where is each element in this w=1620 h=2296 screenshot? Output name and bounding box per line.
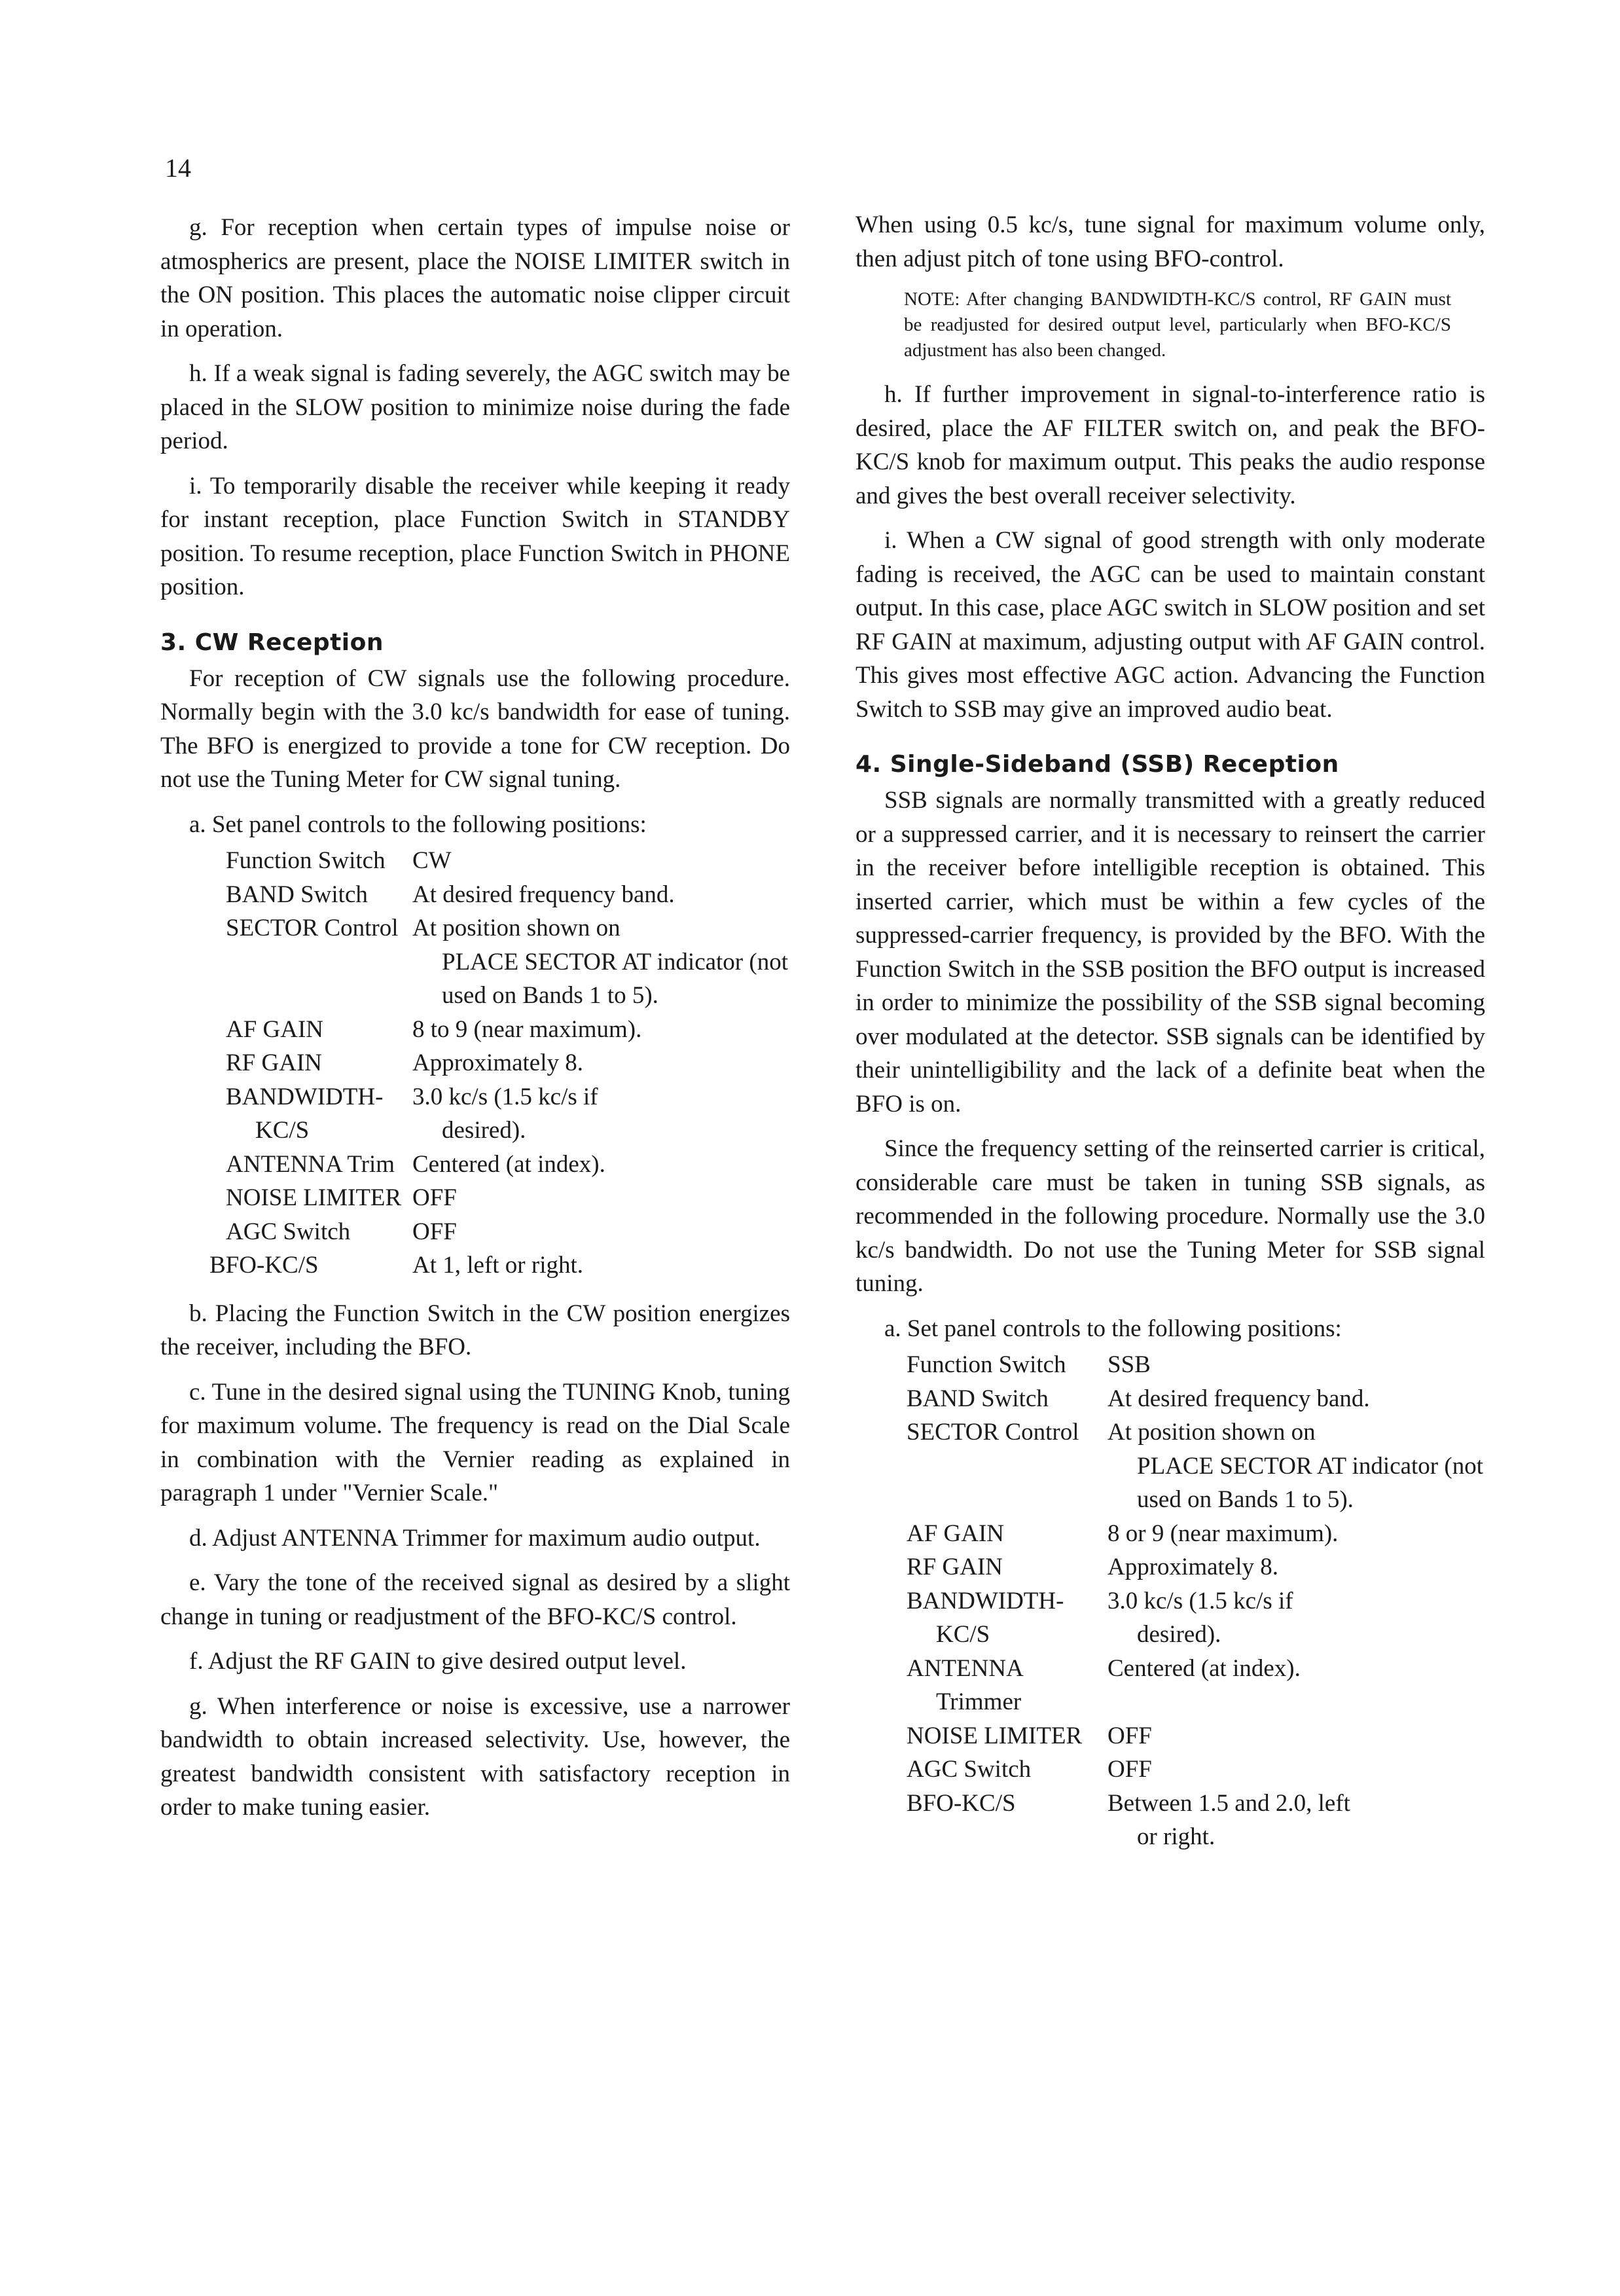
settings-row	[160, 878, 790, 912]
settings-row	[160, 844, 790, 878]
cw-step-e: e. Vary the tone of the received signal as desired by a slight change in tuning or readjustment of the BFO-KC/S control.	[160, 1569, 790, 1630]
cw-step-i: i. When a CW signal of good strength with only moderate fading is received, the AGC can be used to maintain constant output. In this case, place AGC switch in SLOW position and set RF GAIN at maximum, adjusting output with AF GAIN control. This gives most effective AGC action. Advancing the Function Switch to SSB may give an improved audio beat.	[855, 527, 1485, 723]
control-value: At position shown on PLACE SECTOR AT indicator (not used on Bands 1 to 5).	[1107, 1419, 1483, 1513]
settings-row	[160, 1248, 790, 1283]
left-column	[160, 211, 790, 1836]
control-value: At desired frequency band.	[1107, 1385, 1370, 1412]
control-value: At position shown on PLACE SECTOR AT indicator (not used on Bands 1 to 5).	[412, 915, 788, 1009]
control-value: CW	[412, 847, 452, 874]
cw-step-c: c. Tune in the desired signal using the TUNING Knob, tuning for maximum volume. The frequency is read on the Dial Scale in combination with the Vernier reading as explained in paragraph 1 under "Vernier Scale."	[160, 1378, 790, 1506]
settings-row	[855, 1348, 1485, 1382]
settings-row	[160, 1148, 790, 1182]
cw-step-d: d. Adjust ANTENNA Trimmer for maximum audio output.	[189, 1524, 761, 1552]
control-value: At 1, left or right.	[412, 1252, 584, 1279]
control-value: Between 1.5 and 2.0, left or right.	[1107, 1789, 1350, 1850]
settings-row	[160, 911, 790, 1013]
cw-step-h: h. If further improvement in signal-to-interference ratio is desired, place the AF FILTER switch on, and peak the BFO-KC/S knob for maximum output. This peaks the audio response and gives the best overall receiver selectivity.	[855, 381, 1485, 509]
control-name: AGC Switch	[226, 1218, 351, 1245]
settings-row	[160, 1013, 790, 1047]
control-value: 3.0 kc/s (1.5 kc/s if desired).	[1107, 1587, 1293, 1648]
control-name: BANDWIDTH- KC/S	[907, 1587, 1064, 1648]
paragraph-g-noise-limiter: g. For reception when certain types of impulse noise or atmospherics are present, place the NOISE LIMITER switch in the ON position. This places the automatic noise clipper circuit in operation.	[160, 214, 790, 342]
page-number: 14	[165, 153, 191, 183]
cw-step-b: b. Placing the Function Switch in the CW position energizes the receiver, including the BFO.	[160, 1300, 790, 1360]
control-value: Centered (at index).	[412, 1150, 605, 1178]
control-value: Centered (at index).	[1107, 1654, 1301, 1682]
control-name: RF GAIN	[226, 1049, 322, 1076]
ssb-settings-table	[855, 1348, 1485, 1854]
control-name: AGC Switch	[907, 1756, 1032, 1783]
settings-row	[160, 1215, 790, 1249]
control-name: BFO-KC/S	[209, 1252, 319, 1279]
control-name: AF GAIN	[907, 1520, 1005, 1547]
control-value: OFF	[1107, 1722, 1152, 1749]
control-name: Function Switch	[907, 1351, 1066, 1378]
settings-row	[855, 1517, 1485, 1551]
continuation-paragraph: When using 0.5 kc/s, tune signal for maximum volume only, then adjust pitch of tone using BFO-control.	[855, 211, 1485, 272]
cw-settings-table	[160, 844, 790, 1283]
settings-row	[160, 1046, 790, 1080]
settings-row	[855, 1584, 1485, 1652]
ssb-step-a: a. Set panel controls to the following positions:	[884, 1315, 1342, 1342]
control-name: BAND Switch	[226, 881, 368, 908]
control-name: NOISE LIMITER	[226, 1184, 402, 1211]
control-value: Approximately 8.	[412, 1049, 584, 1076]
paragraph-i-standby: i. To temporarily disable the receiver while keeping it ready for instant reception, place Function Switch in STANDBY position. To resume reception, place Function Switch in PHONE position.	[160, 472, 790, 600]
control-name: Function Switch	[226, 847, 386, 874]
paragraph-h-agc-slow: h. If a weak signal is fading severely, the AGC switch may be placed in the SLOW position to minimize noise during the fade period.	[160, 360, 790, 454]
settings-row	[855, 1382, 1485, 1416]
settings-row	[855, 1719, 1485, 1753]
cw-step-f: f. Adjust the RF GAIN to give desired output level.	[189, 1648, 687, 1675]
control-name: NOISE LIMITER	[907, 1722, 1083, 1749]
control-name: SECTOR Control	[226, 915, 399, 941]
control-name: SECTOR Control	[907, 1419, 1079, 1446]
note-bandwidth: NOTE: After changing BANDWIDTH-KC/S control, RF GAIN must be readjusted for desired output level, particularly when BFO-KC/S adjustment has also been changed.	[904, 289, 1451, 361]
control-name: BANDWIDTH- KC/S	[226, 1083, 384, 1144]
settings-row	[855, 1550, 1485, 1584]
settings-row	[855, 1753, 1485, 1787]
control-name: ANTENNA Trim	[226, 1150, 395, 1178]
settings-row	[855, 1652, 1485, 1719]
control-value: OFF	[412, 1218, 457, 1245]
settings-row	[855, 1415, 1485, 1517]
cw-step-a: a. Set panel controls to the following positions:	[189, 811, 647, 838]
control-name: AF GAIN	[226, 1015, 324, 1043]
control-name: RF GAIN	[907, 1554, 1003, 1580]
control-value: Approximately 8.	[1107, 1554, 1279, 1580]
right-column	[855, 208, 1485, 1868]
settings-row	[160, 1181, 790, 1215]
control-name: BAND Switch	[907, 1385, 1049, 1412]
ssb-paragraph-2: Since the frequency setting of the reinserted carrier is critical, considerable care must be taken in tuning SSB signals, as recommended in the following procedure. Normally use the 3.0 kc/s bandwidth. Do not use the Tuning Meter for SSB signal tuning.	[855, 1135, 1485, 1297]
control-value: SSB	[1107, 1351, 1151, 1378]
cw-step-g: g. When interference or noise is excessive, use a narrower bandwidth to obtain increased selectivity. Use, however, the greatest bandwidth consistent with satisfactory reception in order to make tuning easier.	[160, 1692, 790, 1821]
control-value: OFF	[412, 1184, 457, 1211]
control-value: At desired frequency band.	[412, 881, 675, 908]
section-heading-cw-reception: 3. CW Reception	[160, 629, 384, 656]
control-name: BFO-KC/S	[907, 1789, 1016, 1817]
control-value: 8 or 9 (near maximum).	[1107, 1520, 1339, 1547]
control-value: 3.0 kc/s (1.5 kc/s if desired).	[412, 1083, 598, 1144]
control-value: OFF	[1107, 1756, 1152, 1783]
control-value: 8 to 9 (near maximum).	[412, 1015, 642, 1043]
ssb-paragraph-1: SSB signals are normally transmitted with a greatly reduced or a suppressed carrier, and it is necessary to reinsert the carrier in the receiver before intelligible reception is obtained. This inserted carrier, which must be within a few cycles of the suppressed-carrier frequency, is provided by the BFO. With the Function Switch in the SSB position the BFO output is increased in order to minimize the possibility of the SSB signal becoming over modulated at the detector. SSB signals can be identified by their unintelligibility and the lack of a definite beat when the BFO is on.	[855, 787, 1485, 1118]
settings-row	[160, 1080, 790, 1148]
section-heading-ssb-reception: 4. Single-Sideband (SSB) Reception	[855, 751, 1339, 778]
settings-row	[855, 1787, 1485, 1854]
cw-intro-paragraph: For reception of CW signals use the following procedure. Normally begin with the 3.0 kc/s bandwidth for ease of tuning. The BFO is energized to provide a tone for CW reception. Do not use the Tuning Meter for CW signal tuning.	[160, 665, 790, 793]
control-name: ANTENNA Trimmer	[907, 1654, 1024, 1715]
